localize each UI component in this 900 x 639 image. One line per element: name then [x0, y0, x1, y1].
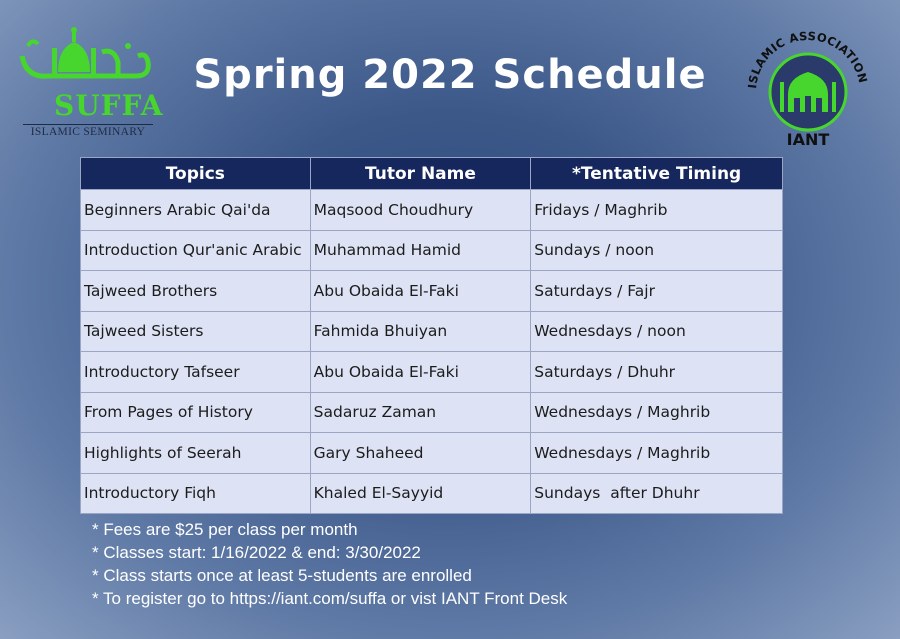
table-row	[81, 433, 783, 474]
timing-cell: Saturdays / Dhuhr	[531, 352, 783, 393]
header-tentative-timing: *Tentative Timing	[531, 158, 783, 190]
notes-list	[92, 518, 567, 610]
timing-cell: Sundays after Dhuhr	[531, 473, 783, 514]
tutor-cell: Muhammad Hamid	[310, 230, 531, 271]
timing-cell: Sundays / noon	[531, 230, 783, 271]
topic-cell: Introductory Tafseer	[81, 352, 311, 393]
table-row	[81, 271, 783, 312]
table-row	[81, 392, 783, 433]
page-title: Spring 2022 Schedule	[193, 52, 707, 98]
topic-cell: From Pages of History	[81, 392, 311, 433]
tutor-cell: Khaled El-Sayyid	[310, 473, 531, 514]
suffa-logo-subtitle: ISLAMIC SEMINARY	[23, 124, 153, 138]
tutor-cell: Abu Obaida El-Faki	[310, 352, 531, 393]
topic-cell: Tajweed Sisters	[81, 311, 311, 352]
topic-cell: Tajweed Brothers	[81, 271, 311, 312]
iant-ring-text: ISLAMIC ASSOCIATION	[745, 28, 871, 90]
header-tutor-name: Tutor Name	[310, 158, 531, 190]
suffa-logo-name: SUFFA	[54, 89, 164, 122]
timing-cell: Saturdays / Fajr	[531, 271, 783, 312]
topic-cell: Introductory Fiqh	[81, 473, 311, 514]
timing-cell: Fridays / Maghrib	[531, 190, 783, 231]
timing-cell: Wednesdays / Maghrib	[531, 392, 783, 433]
timing-cell: Wednesdays / noon	[531, 311, 783, 352]
table-row	[81, 473, 783, 514]
table-row	[81, 311, 783, 352]
table-header-row	[81, 158, 783, 190]
iant-label: IANT	[786, 130, 830, 149]
tutor-cell: Sadaruz Zaman	[310, 392, 531, 433]
topic-cell: Highlights of Seerah	[81, 433, 311, 474]
tutor-cell: Abu Obaida El-Faki	[310, 271, 531, 312]
table-row	[81, 190, 783, 231]
table-row	[81, 230, 783, 271]
tutor-cell: Gary Shaheed	[310, 433, 531, 474]
topic-cell: Introduction Qur'anic Arabic	[81, 230, 311, 271]
note-fees: * Fees are $25 per class per month	[92, 520, 358, 539]
tutor-cell: Maqsood Choudhury	[310, 190, 531, 231]
iant-logo	[742, 12, 874, 152]
note-registration: * To register go to https://iant.com/suffa or vist IANT Front Desk	[92, 589, 568, 608]
note-class-dates: * Classes start: 1/16/2022 & end: 3/30/2022	[92, 543, 421, 562]
note-minimum-enrollment: * Class starts once at least 5-students are enrolled	[92, 566, 472, 585]
table-row	[81, 352, 783, 393]
topic-cell: Beginners Arabic Qai'da	[81, 190, 311, 231]
header-topics: Topics	[81, 158, 311, 190]
timing-cell: Wednesdays / Maghrib	[531, 433, 783, 474]
schedule-table	[80, 157, 783, 514]
tutor-cell: Fahmida Bhuiyan	[310, 311, 531, 352]
